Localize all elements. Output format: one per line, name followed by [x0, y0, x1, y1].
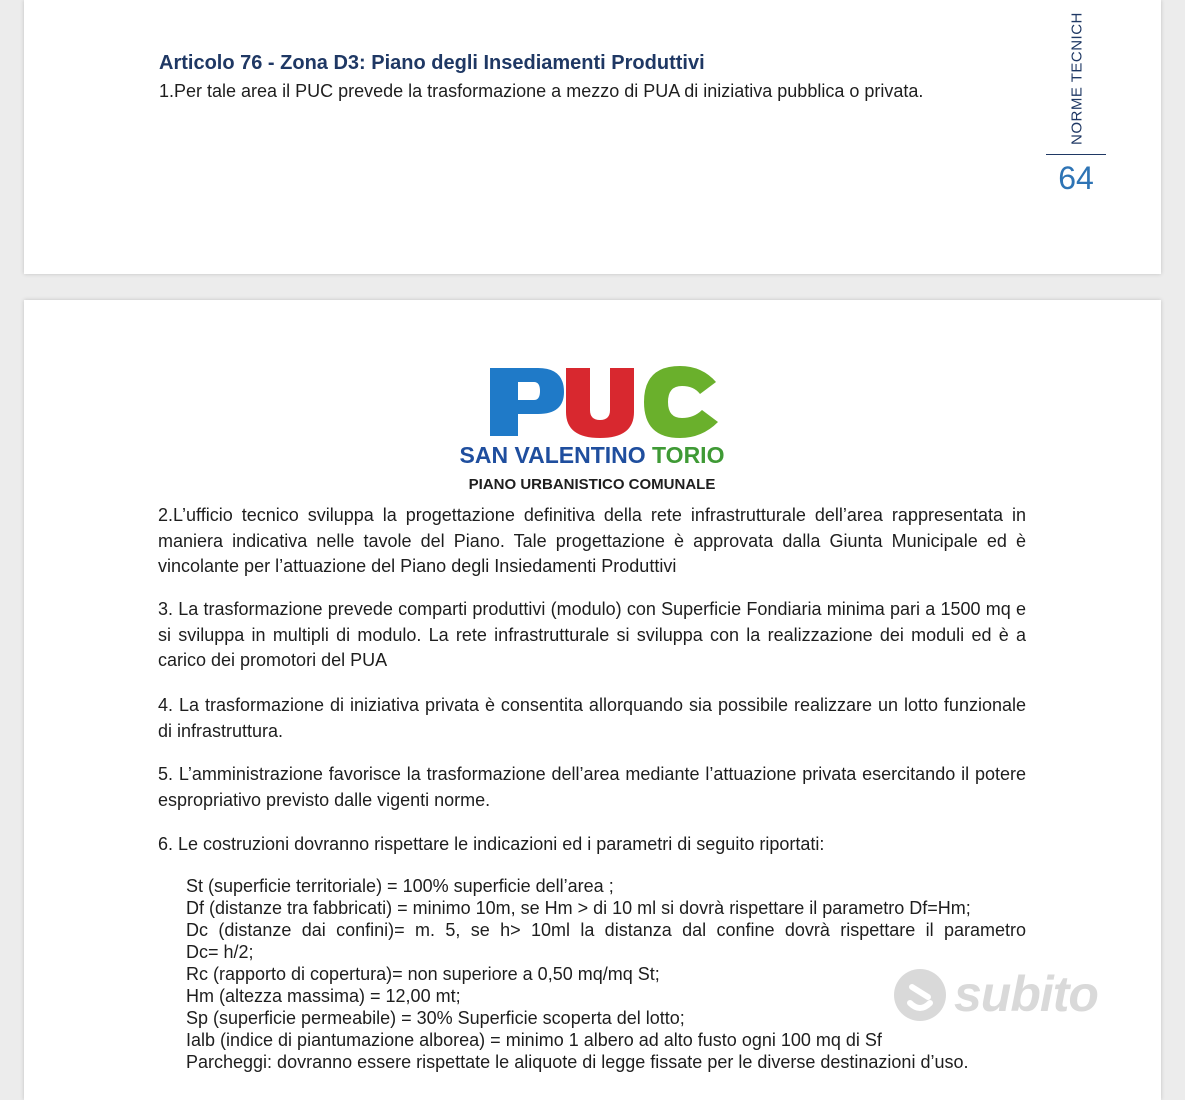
parameter-item: St (superficie territoriale) = 100% superficie dell’area ; — [186, 876, 614, 896]
paragraph-2: 2.L’ufficio tecnico sviluppa la progettazione definitiva della rete infrastrutturale dell’area rappresentata in maniera indicativa nelle tavole del Piano. Tale progettazione è approvata dalla Giunta Municipale ed è vincolante per l’attuazione del Piano degli Insiedamenti Produttivi — [158, 505, 1026, 576]
page-number: 64 — [1058, 160, 1094, 196]
paragraph-6: 6. Le costruzioni dovranno rispettare le indicazioni ed i parametri di seguito riportati: — [158, 834, 825, 854]
parameter-item: Hm (altezza massima) = 12,00 mt; — [186, 986, 461, 1006]
logo-town-name — [454, 442, 730, 469]
paragraph-1: 1.Per tale area il PUC prevede la trasformazione a mezzo di PUA di iniziativa pubblica o privata. — [159, 81, 924, 101]
paragraph-4: 4. La trasformazione di iniziativa privata è consentita allorquando sia possibile realizzare un lotto funzionale di infrastruttura. — [158, 695, 1026, 741]
side-section-label — [1059, 0, 1095, 145]
document-page-top — [24, 0, 1161, 274]
logo-town-name-part-2: TORIO — [652, 442, 725, 468]
puc-logo — [454, 360, 734, 510]
subito-watermark — [892, 965, 1132, 1025]
parameter-item: Parcheggi: dovranno essere rispettate le aliquote di legge fissate per le diverse destinazioni d’uso. — [186, 1052, 969, 1072]
parameter-item: Rc (rapporto di copertura)= non superiore a 0,50 mq/mq St; — [186, 964, 660, 984]
puc-logo-letters — [454, 360, 730, 442]
subito-logo-icon — [892, 967, 948, 1023]
parameter-item: Df (distanze tra fabbricati) = minimo 10m, se Hm > di 10 ml si dovrà rispettare il parametro Df=Hm; — [186, 898, 971, 918]
parameter-item: Dc (distanze dai confini)= m. 5, se h> 10ml la distanza dal confine dovrà rispettare il parametro — [186, 920, 1026, 940]
paragraph-5: 5. L’amministrazione favorisce la trasformazione dell’area mediante l’attuazione privata esercitando il potere espropriativo previsto dalle vigenti norme. — [158, 764, 1026, 810]
article-title: Articolo 76 - Zona D3: Piano degli Insediamenti Produttivi — [159, 52, 705, 74]
parameter-item: Ialb (indice di piantumazione alborea) = minimo 1 albero ad alto fusto ogni 100 mq di Sf — [186, 1030, 882, 1050]
parameter-item: Sp (superficie permeabile) = 30% Superficie scoperta del lotto; — [186, 1008, 685, 1028]
logo-subtitle: PIANO URBANISTICO COMUNALE — [468, 476, 716, 493]
side-divider — [1046, 154, 1106, 155]
side-section-label-text: NORME TECNICH — [1068, 12, 1086, 145]
paragraph-3: 3. La trasformazione prevede comparti produttivi (modulo) con Superficie Fondiaria minima pari a 1500 mq e si sviluppa in multipli di modulo. La rete infrastrutturale si sviluppa con la realizzazione dei moduli ed è a carico dei promotori del PUA — [158, 599, 1026, 670]
logo-town-name-part-1: SAN VALENTINO — [459, 442, 653, 468]
parameter-item: Dc= h/2; — [186, 942, 254, 962]
subito-watermark-text: subito — [954, 966, 1098, 1022]
document-page-bottom — [24, 300, 1161, 1100]
